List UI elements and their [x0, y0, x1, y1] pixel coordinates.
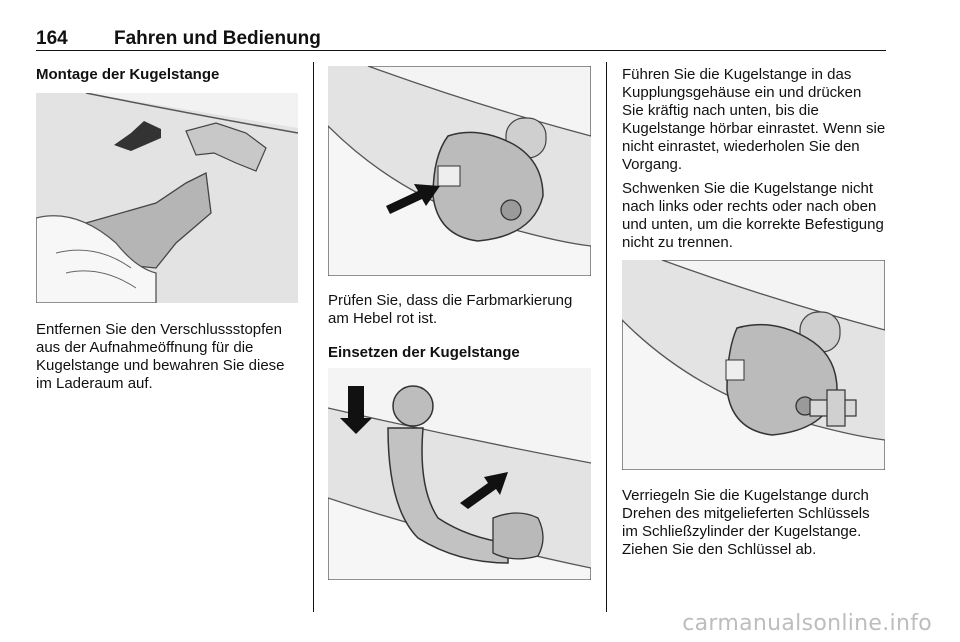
page-number: 164: [36, 28, 68, 49]
illustration-remove-plug: [36, 93, 298, 303]
col2-paragraph: Prüfen Sie, dass die Farbmarkierung am Hebel rot ist.: [328, 292, 573, 327]
column-divider-1: [313, 62, 314, 612]
illustration-insert-ball-bar: [328, 368, 591, 580]
col1-paragraph: Entfernen Sie den Verschlussstopfen aus der Aufnahmeöffnung für die Kugelstange und bewahren Sie diese im Laderaum auf.: [36, 321, 285, 392]
page-header: [36, 28, 886, 51]
illustration-color-marking: [328, 66, 591, 276]
col3-paragraph-3: Verriegeln Sie die Kugelstange durch Drehen des mitgelieferten Schlüssels im Schließzylinder der Kugelstange. Ziehen Sie den Schlüssel ab.: [622, 487, 870, 558]
column-divider-2: [606, 62, 607, 612]
section-heading-montage: Montage der Kugelstange: [36, 66, 220, 83]
col3-paragraph-2: Schwenken Sie die Kugelstange nicht nach links oder rechts oder nach oben und unten, um die korrekte Befestigung nicht zu trennen.: [622, 180, 884, 251]
col3-paragraph-1: Führen Sie die Kugelstange in das Kupplungsgehäuse ein und drücken Sie kräftig nach unten, bis die Kugelstange hörbar einrastet. Wenn sie nicht einrastet, wiederholen Sie den Vorgang.: [622, 66, 886, 173]
page-title: Fahren und Bedienung: [114, 28, 321, 49]
watermark: carmanualsonline.info: [682, 611, 932, 636]
illustration-lock-with-key: [622, 260, 885, 470]
section-heading-einsetzen: Einsetzen der Kugelstange: [328, 344, 520, 361]
